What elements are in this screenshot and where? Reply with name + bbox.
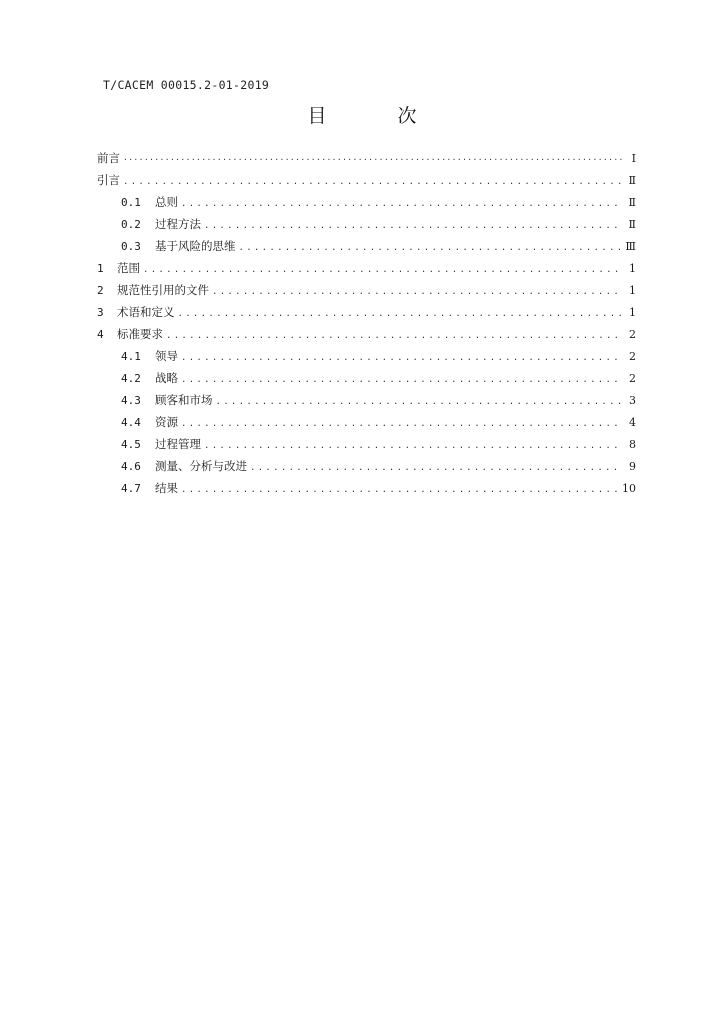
toc-entry-number: 0.2 — [121, 218, 141, 231]
toc-entry-page: 2 — [629, 350, 636, 363]
toc-entry-number: 0.1 — [121, 196, 141, 209]
toc-entry-number: 4.7 — [121, 482, 141, 495]
toc-leader-dots — [250, 457, 622, 479]
toc-entry-page: Ⅱ — [628, 218, 636, 231]
toc-entry-4-5[interactable] — [97, 433, 636, 455]
toc-entry-page: 4 — [629, 416, 636, 429]
table-of-contents — [97, 147, 636, 499]
toc-entry-3[interactable] — [97, 301, 636, 323]
toc-entry-number: 1 — [97, 262, 104, 275]
toc-entry-number: 0.3 — [121, 240, 141, 253]
toc-entry-label: 前言 — [97, 151, 120, 165]
toc-entry-number: 3 — [97, 306, 104, 319]
toc-entry-page: 9 — [629, 460, 636, 473]
toc-entry-number: 4.4 — [121, 416, 141, 429]
toc-entry-label: 顾客和市场 — [155, 393, 213, 407]
toc-entry-4-2[interactable] — [97, 367, 636, 389]
toc-entry-number: 2 — [97, 284, 104, 297]
toc-entry-label: 结果 — [155, 481, 178, 495]
toc-entry-page: Ⅲ — [625, 240, 636, 253]
toc-entry-page: 1 — [629, 262, 636, 275]
toc-entry-page: 1 — [629, 306, 636, 319]
toc-entry-page: Ⅰ — [631, 152, 636, 165]
toc-entry-label: 基于风险的思维 — [155, 239, 236, 253]
toc-entry-4-6[interactable] — [97, 455, 636, 477]
toc-title: 目 次 — [307, 105, 443, 127]
toc-leader-dots — [204, 435, 622, 457]
toc-entry-number: 4.5 — [121, 438, 141, 451]
toc-entry-1[interactable] — [97, 257, 636, 279]
toc-leader-dots — [204, 215, 622, 237]
toc-entry-0-3[interactable] — [97, 235, 636, 257]
toc-entry-4[interactable] — [97, 323, 636, 345]
toc-entry-page: 8 — [629, 438, 636, 451]
document-id: T/CACEM 00015.2-01-2019 — [103, 78, 270, 92]
toc-leader-dots — [166, 325, 622, 347]
toc-leader-dots — [181, 369, 622, 391]
toc-entry-label: 过程管理 — [155, 437, 201, 451]
toc-entry-introduction[interactable] — [97, 169, 636, 191]
toc-entry-page: 2 — [629, 328, 636, 341]
toc-entry-page: 1 — [629, 284, 636, 297]
toc-leader-dots — [143, 259, 622, 281]
toc-entry-number: 4 — [97, 328, 104, 341]
toc-entry-label: 标准要求 — [117, 327, 163, 341]
toc-leader-dots — [178, 303, 623, 325]
toc-entry-foreword[interactable] — [97, 147, 636, 169]
toc-entry-number: 4.1 — [121, 350, 141, 363]
toc-leader-dots — [212, 281, 622, 303]
toc-entry-label: 范围 — [117, 261, 140, 275]
toc-entry-label: 测量、分析与改进 — [155, 459, 247, 473]
toc-entry-4-1[interactable] — [97, 345, 636, 367]
toc-entry-page: 3 — [629, 394, 636, 407]
toc-entry-page: 2 — [629, 372, 636, 385]
toc-leader-dots — [181, 347, 622, 369]
toc-entry-page: Ⅱ — [628, 196, 636, 209]
toc-leader-dots — [181, 413, 622, 435]
toc-entry-number: 4.3 — [121, 394, 141, 407]
toc-leader-dots — [216, 391, 623, 413]
toc-entry-4-4[interactable] — [97, 411, 636, 433]
toc-leader-dots — [181, 479, 618, 501]
toc-entry-page: Ⅱ — [628, 174, 636, 187]
toc-entry-0-1[interactable] — [97, 191, 636, 213]
toc-entry-label: 规范性引用的文件 — [117, 283, 209, 297]
toc-entry-label: 资源 — [155, 415, 178, 429]
toc-entry-number: 4.6 — [121, 460, 141, 473]
toc-leader-dots — [239, 237, 622, 259]
toc-entry-4-7[interactable] — [97, 477, 636, 499]
toc-leader-dots — [123, 149, 622, 171]
toc-entry-label: 战略 — [155, 371, 178, 385]
toc-entry-number: 4.2 — [121, 372, 141, 385]
toc-leader-dots — [181, 193, 622, 215]
toc-entry-0-2[interactable] — [97, 213, 636, 235]
toc-entry-2[interactable] — [97, 279, 636, 301]
toc-entry-label: 过程方法 — [155, 217, 201, 231]
toc-entry-label: 领导 — [155, 349, 178, 363]
toc-entry-label: 术语和定义 — [117, 305, 175, 319]
toc-entry-page: 10 — [622, 482, 636, 495]
toc-entry-label: 总则 — [155, 195, 178, 209]
toc-entry-4-3[interactable] — [97, 389, 636, 411]
toc-entry-label: 引言 — [97, 173, 120, 187]
toc-leader-dots — [123, 171, 622, 193]
